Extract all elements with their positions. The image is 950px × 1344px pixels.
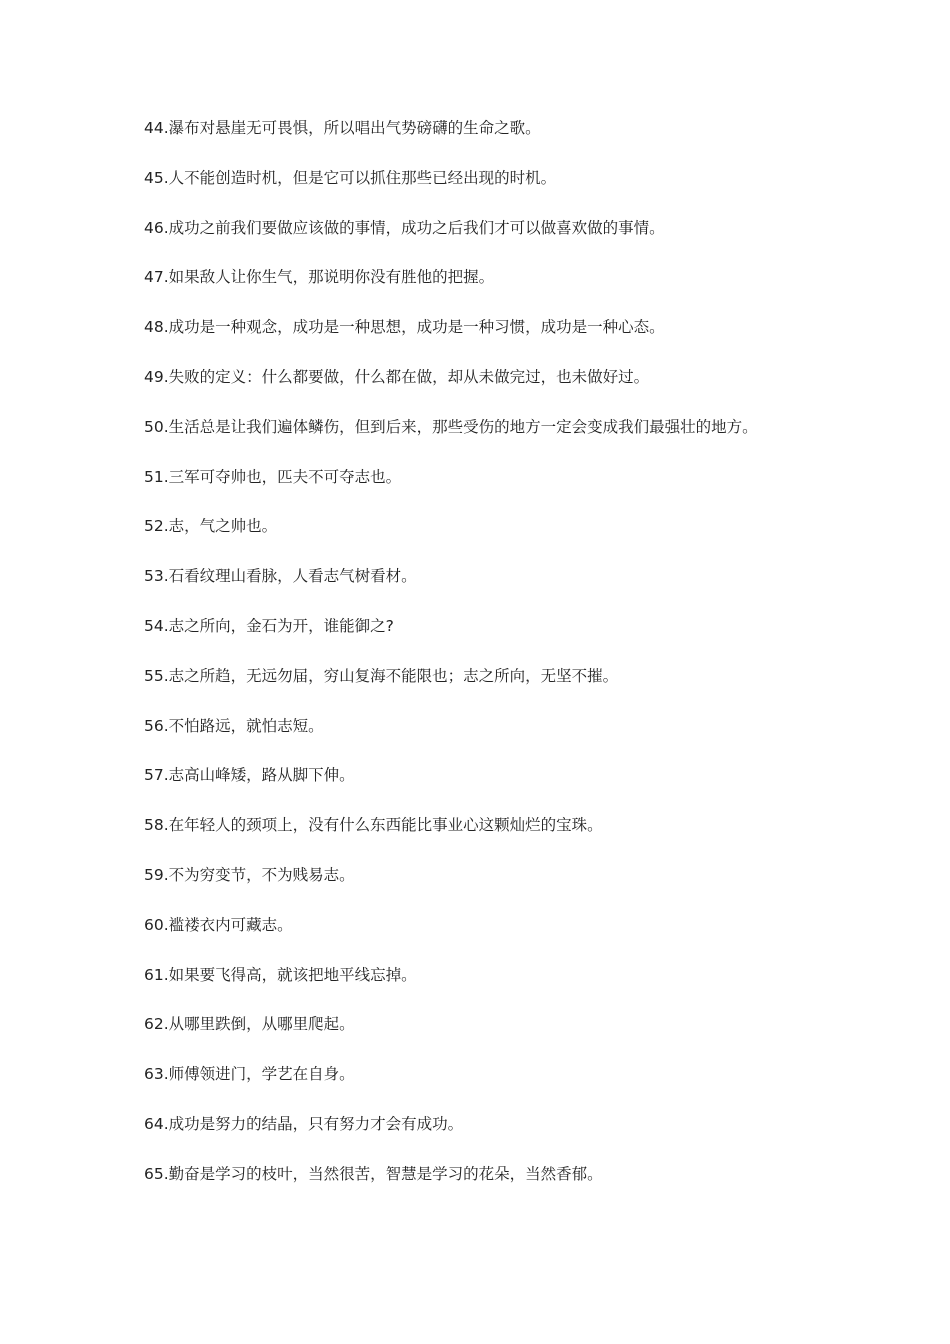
quote-line: 60.褴褛衣内可藏志。: [144, 915, 293, 934]
quote-line: 45.人不能创造时机，但是它可以抓住那些已经出现的时机。: [144, 168, 557, 187]
quote-line: 51.三军可夺帅也，匹夫不可夺志也。: [144, 467, 402, 486]
quote-line: 46.成功之前我们要做应该做的事情，成功之后我们才可以做喜欢做的事情。: [144, 218, 665, 237]
quote-line: 50.生活总是让我们遍体鳞伤，但到后来，那些受伤的地方一定会变成我们最强壮的地方。: [144, 417, 758, 436]
quote-line: 52.志，气之帅也。: [144, 517, 278, 536]
quote-line: 44.瀑布对悬崖无可畏惧，所以唱出气势磅礴的生命之歌。: [144, 119, 541, 137]
quote-line: 58.在年轻人的颈项上，没有什么东西能比事业心这颗灿烂的宝珠。: [144, 816, 603, 835]
quote-line: 53.石看纹理山看脉，人看志气树看材。: [144, 567, 417, 586]
quote-line: 54.志之所向，金石为开，谁能御之?: [144, 616, 394, 635]
quote-line: 48.成功是一种观念，成功是一种思想，成功是一种习惯，成功是一种心态。: [144, 318, 665, 337]
quote-line: 56.不怕路远，就怕志短。: [144, 716, 324, 735]
quote-line: 59.不为穷变节，不为贱易志。: [144, 865, 355, 884]
quote-line: 63.师傅领进门，学艺在自身。: [144, 1065, 355, 1084]
quote-line: 65.勤奋是学习的枝叶，当然很苦，智慧是学习的花朵，当然香郁。: [144, 1164, 603, 1183]
quote-line: 64.成功是努力的结晶，只有努力才会有成功。: [144, 1114, 464, 1133]
quote-line: 47.如果敌人让你生气，那说明你没有胜他的把握。: [144, 268, 495, 287]
quote-line: 57.志高山峰矮，路从脚下伸。: [144, 766, 355, 785]
quote-line: 55.志之所趋，无远勿届，穷山复海不能限也；志之所向，无坚不摧。: [144, 666, 619, 685]
quote-line: 62.从哪里跌倒，从哪里爬起。: [144, 1015, 355, 1034]
quote-line: 61.如果要飞得高，就该把地平线忘掉。: [144, 965, 417, 984]
quote-list: [144, 116, 824, 1212]
quote-line: 49.失败的定义：什么都要做，什么都在做，却从未做完过，也未做好过。: [144, 367, 650, 386]
